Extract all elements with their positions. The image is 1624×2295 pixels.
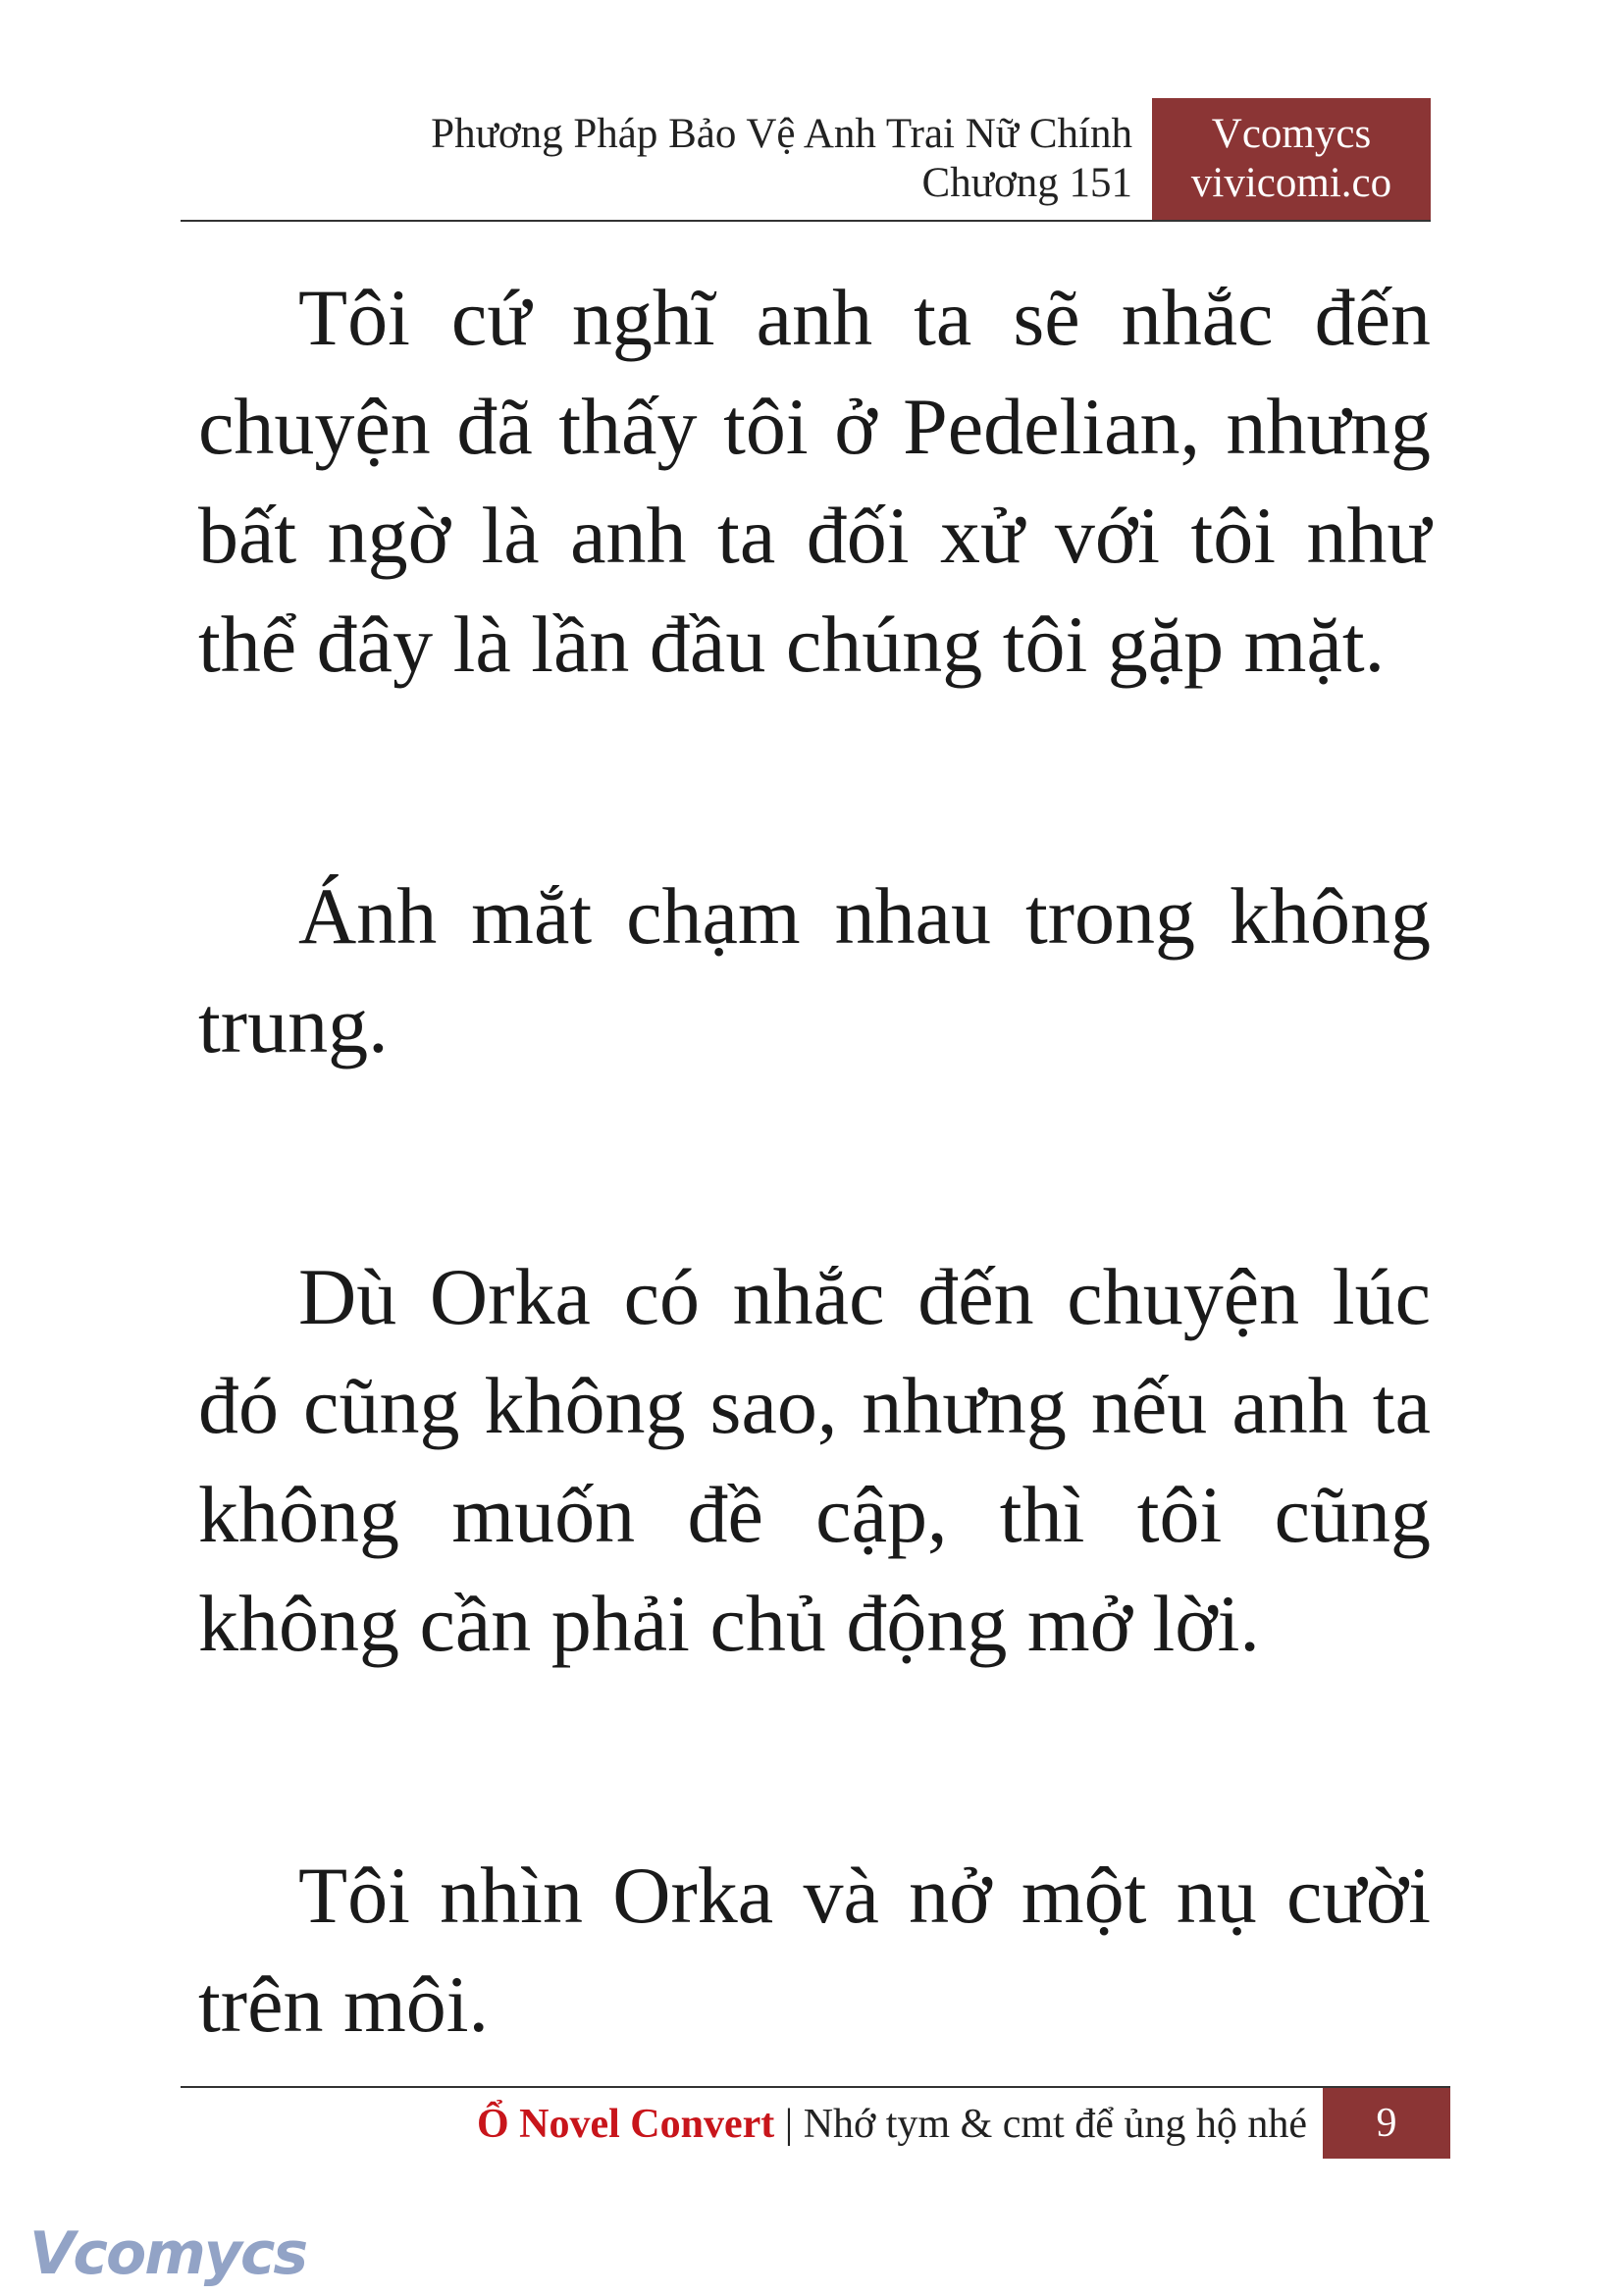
book-title: Phương Pháp Bảo Vệ Anh Trai Nữ Chính <box>431 111 1132 157</box>
paragraph-spacer <box>198 699 1431 861</box>
badge-url: vivicomi.co <box>1190 160 1392 206</box>
badge-brand: Vcomycs <box>1211 111 1372 157</box>
site-badge <box>1152 98 1431 220</box>
paragraph-spacer <box>198 1678 1431 1841</box>
footer-slogan: Nhớ tym & cmt để ủng hộ nhé <box>803 2102 1307 2147</box>
page-footer <box>181 2088 1450 2159</box>
header-titles <box>431 110 1132 208</box>
footer-brand: Ổ Novel Convert <box>476 2102 775 2147</box>
page-number: 9 <box>1323 2088 1450 2159</box>
chapter-label: Chương 151 <box>921 160 1132 206</box>
paragraph: Tôi cứ nghĩ anh ta sẽ nhắc đến chuyện đã thấy tôi ở Pedelian, nhưng bất ngờ là anh ta đối xử với tôi như thể đây là lần đầu chúng tôi gặp mặt. <box>198 273 1431 689</box>
chapter-body <box>198 263 1431 2059</box>
footer-separator: | <box>784 2102 794 2147</box>
watermark-logo: Vcomycs <box>29 2219 307 2288</box>
paragraph-spacer <box>198 1079 1431 1242</box>
footer-text <box>477 2100 1307 2149</box>
paragraph: Ánh mắt chạm nhau trong không trung. <box>198 871 1431 1069</box>
paragraph: Tôi nhìn Orka và nở một nụ cười trên môi. <box>198 1851 1431 2049</box>
paragraph: Dù Orka có nhắc đến chuyện lúc đó cũng không sao, nhưng nếu anh ta không muốn đề cập, thì tôi cũng không cần phải chủ động mở lời. <box>198 1252 1431 1668</box>
header-divider <box>181 220 1431 222</box>
page-header <box>181 98 1431 220</box>
